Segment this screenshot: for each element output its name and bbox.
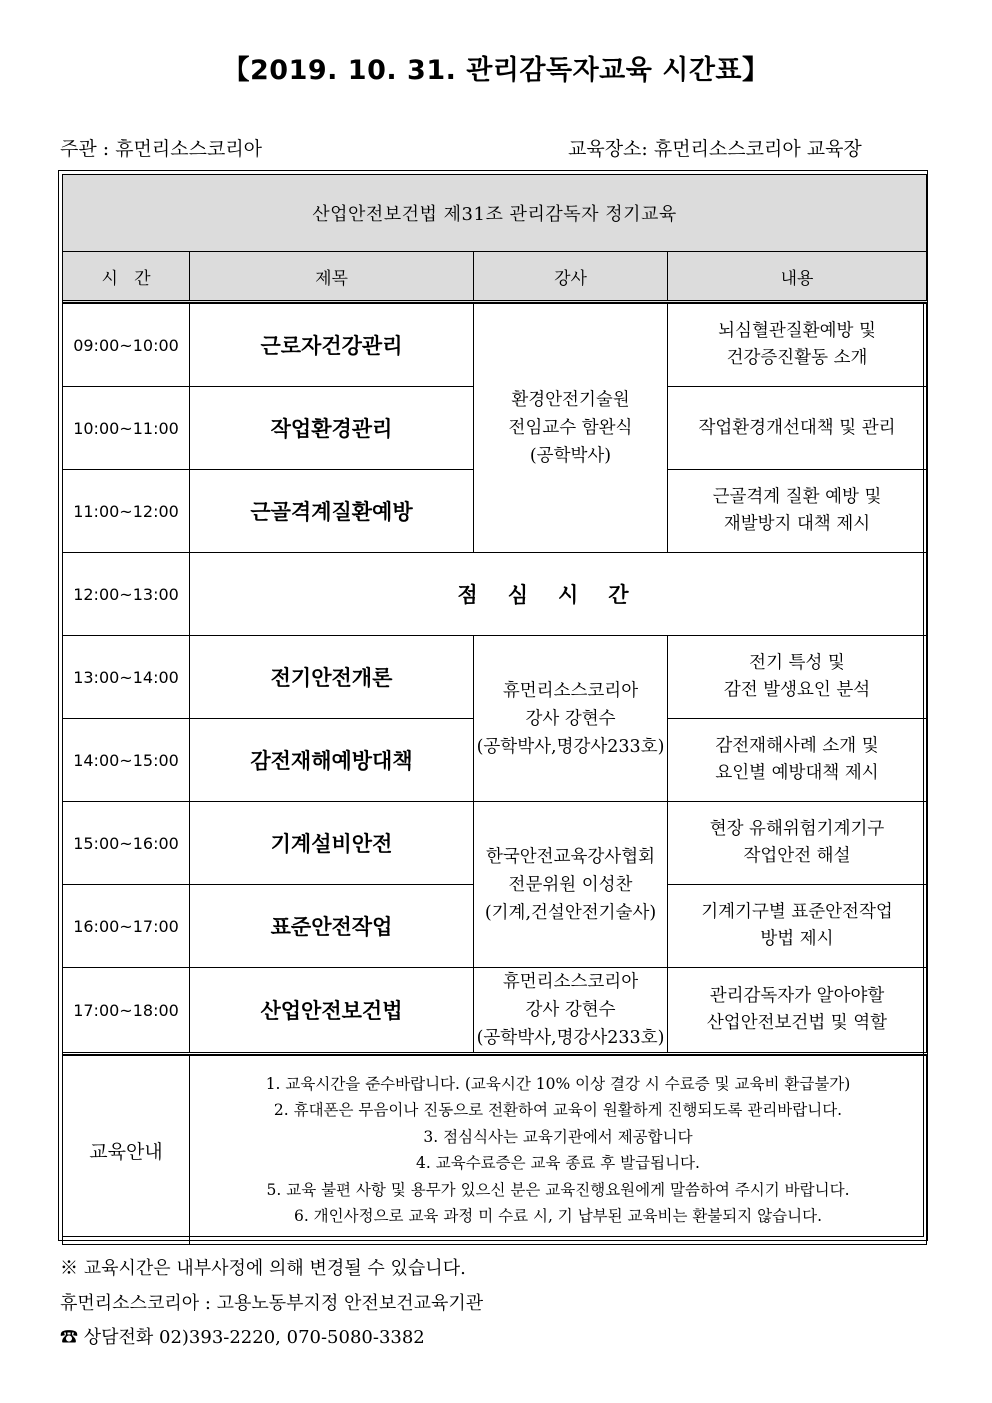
guide-item: 6. 개인사정으로 교육 과정 미 수료 시, 기 납부된 교육비는 환불되지 않습니다. — [293, 1207, 823, 1225]
row-time: 17:00~18:00 — [63, 968, 190, 1054]
row-time: 15:00~16:00 — [63, 802, 190, 885]
table-row — [63, 304, 927, 387]
org-info: 휴먼리소스코리아 : 고용노동부지정 안전보건교육기관 — [60, 1293, 484, 1314]
table-banner: 산업안전보건법 제31조 관리감독자 정기교육 — [63, 175, 927, 252]
guide-item: 5. 교육 불편 사항 및 용무가 있으신 분은 교육진행요원에게 말씀하여 주시기 바랍니다. — [266, 1180, 850, 1199]
schedule-table — [62, 174, 927, 1245]
row-subject: 전기안전개론 — [190, 636, 474, 719]
row-subject: 기계설비안전 — [190, 802, 474, 885]
row-subject: 표준안전작업 — [190, 885, 474, 968]
guide-item: 2. 휴대폰은 무음이나 진동으로 전환하여 교육이 원활하게 진행되도록 관리바랍니다. — [273, 1101, 843, 1119]
row-instructor: 휴먼리소스코리아 강사 강현수 (공학박사,명강사233호) — [474, 636, 668, 802]
row-instructor: 환경안전기술원 전임교수 함완식 (공학박사) — [474, 304, 668, 553]
host-label: 주관 : 휴먼리소스코리아 — [60, 138, 263, 160]
header-subject: 제목 — [190, 252, 474, 302]
row-subject: 작업환경관리 — [190, 387, 474, 470]
row-instructor: 한국안전교육강사협회 전문위원 이성찬 (기계,건설안전기술사) — [474, 802, 668, 968]
guide-item: 1. 교육시간을 준수바랍니다. (교육시간 10% 이상 결강 시 수료증 및 교육비 환급불가) — [265, 1074, 851, 1093]
guide-item: 4. 교육수료증은 교육 종료 후 발급됩니다. — [416, 1154, 700, 1172]
guide-list — [190, 1056, 927, 1245]
row-content: 감전재해사례 소개 및 요인별 예방대책 제시 — [668, 719, 927, 802]
row-instructor: 휴먼리소스코리아 강사 강현수 (공학박사,명강사233호) — [474, 968, 668, 1054]
guide-label: 교육안내 — [63, 1056, 190, 1245]
row-content: 작업환경개선대책 및 관리 — [668, 387, 927, 470]
schedule-notice: ※ 교육시간은 내부사정에 의해 변경될 수 있습니다. — [60, 1258, 466, 1279]
row-subject: 감전재해예방대책 — [190, 719, 474, 802]
page-title: 【2019. 10. 31. 관리감독자교육 시간표】 — [222, 55, 770, 86]
row-content: 근골격계 질환 예방 및 재발방지 대책 제시 — [668, 470, 927, 553]
header-content: 내용 — [668, 252, 927, 302]
row-time: 16:00~17:00 — [63, 885, 190, 968]
table-row — [63, 802, 927, 885]
table-row — [63, 553, 927, 636]
table-row — [63, 636, 927, 719]
row-subject: 근로자건강관리 — [190, 304, 474, 387]
row-content: 전기 특성 및 감전 발생요인 분석 — [668, 636, 927, 719]
row-content: 기계기구별 표준안전작업 방법 제시 — [668, 885, 927, 968]
contact-phone: ☎ 상담전화 02)393-2220, 070-5080-3382 — [60, 1327, 425, 1348]
row-content: 관리감독자가 알아야할 산업안전보건법 및 역할 — [668, 968, 927, 1054]
lunch-break: 점심시간 — [190, 553, 927, 636]
row-time: 14:00~15:00 — [63, 719, 190, 802]
venue-label: 교육장소: 휴먼리소스코리아 교육장 — [568, 138, 862, 160]
header-instructor: 강사 — [474, 252, 668, 302]
row-time: 11:00~12:00 — [63, 470, 190, 553]
row-content: 뇌심혈관질환예방 및 건강증진활동 소개 — [668, 304, 927, 387]
row-subject: 산업안전보건법 — [190, 968, 474, 1054]
row-time: 09:00~10:00 — [63, 304, 190, 387]
row-content: 현장 유해위험기계기구 작업안전 해설 — [668, 802, 927, 885]
row-time: 10:00~11:00 — [63, 387, 190, 470]
guide-item: 3. 점심식사는 교육기관에서 제공합니다 — [423, 1127, 693, 1146]
row-subject: 근골격계질환예방 — [190, 470, 474, 553]
row-time: 12:00~13:00 — [63, 553, 190, 636]
header-time: 시 간 — [63, 252, 190, 302]
table-row — [63, 968, 927, 1054]
row-time: 13:00~14:00 — [63, 636, 190, 719]
